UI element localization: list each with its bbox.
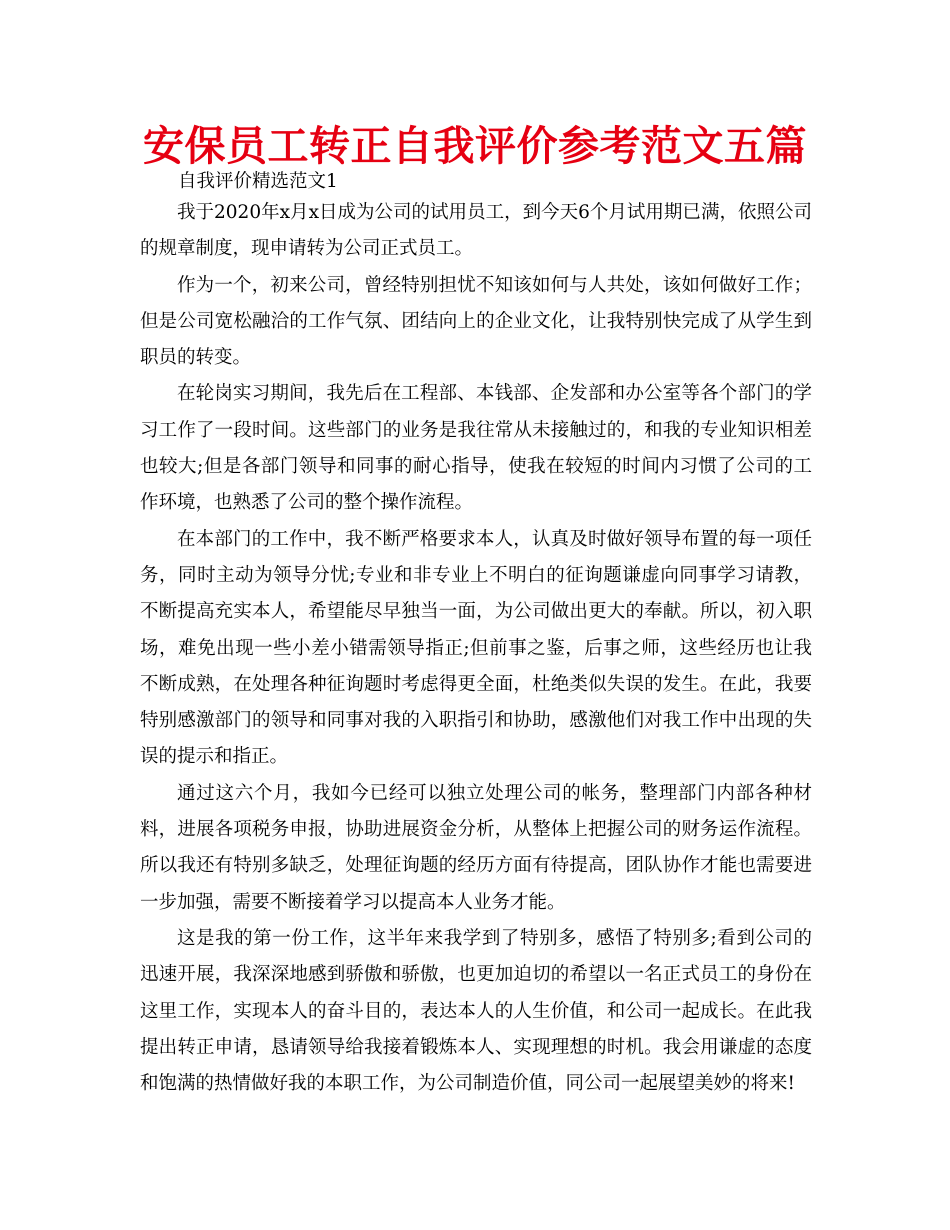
document-subtitle: 自我评价精选范文1 — [178, 171, 338, 192]
paragraph-2: 作为一个，初来公司，曾经特别担忧不知该如何与人共处，该如何做好工作；但是公司宽松融洽的工作气氛、团结向上的企业文化，让我特别快完成了从学生到职员的转变。 — [140, 274, 812, 369]
paragraph-6: 这是我的第一份工作，这半年来我学到了特别多，感悟了特别多;看到公司的迅速开展，我深深地感到骄傲和骄傲，也更加迫切的希望以一名正式员工的身份在这里工作，实现本人的奋斗目的，表达本人的人生价值，和公司一起成长。在此我提出转正申请，恳请领导给我接着锻炼本人、实现理想的时机。我会用谦虚的态度和饱满的热情做好我的本职工作，为公司制造价值，同公司一起展望美妙的将来! — [140, 927, 812, 1095]
document-title: 安保员工转正自我评价参考范文五篇 — [143, 122, 807, 170]
paragraph-3: 在轮岗实习期间，我先后在工程部、本钱部、企发部和办公室等各个部门的学习工作了一段时间。这些部门的业务是我往常从未接触过的，和我的专业知识相差也较大;但是各部门领导和同事的耐心指导，使我在较短的时间内习惯了公司的工作环境，也熟悉了公司的整个操作流程。 — [140, 383, 812, 514]
paragraph-1: 我于2020年x月x日成为公司的试用员工，到今天6个月试用期已满，依照公司的规章制度，现申请转为公司正式员工。 — [140, 202, 812, 260]
paragraph-5: 通过这六个月，我如今已经可以独立处理公司的帐务，整理部门内部各种材料，进展各项税务申报，协助进展资金分析，从整体上把握公司的财务运作流程。所以我还有特别多缺乏，处理征询题的经历方面有待提高，团队协作才能也需要进一步加强，需要不断接着学习以提高本人业务才能。 — [140, 782, 812, 913]
paragraph-4: 在本部门的工作中，我不断严格要求本人，认真及时做好领导布置的每一项任务，同时主动为领导分忧;专业和非专业上不明白的征询题谦虚向同事学习请教，不断提高充实本人，希望能尽早独当一面，为公司做出更大的奉献。所以，初入职场，难免出现一些小差小错需领导指正;但前事之鉴，后事之师，这些经历也让我不断成熟，在处理各种征询题时考虑得更全面，杜绝类似失误的发生。在此，我要特别感激部门的领导和同事对我的入职指引和协助，感激他们对我工作中出现的失误的提示和指正。 — [140, 528, 812, 768]
document-body — [140, 195, 812, 1102]
